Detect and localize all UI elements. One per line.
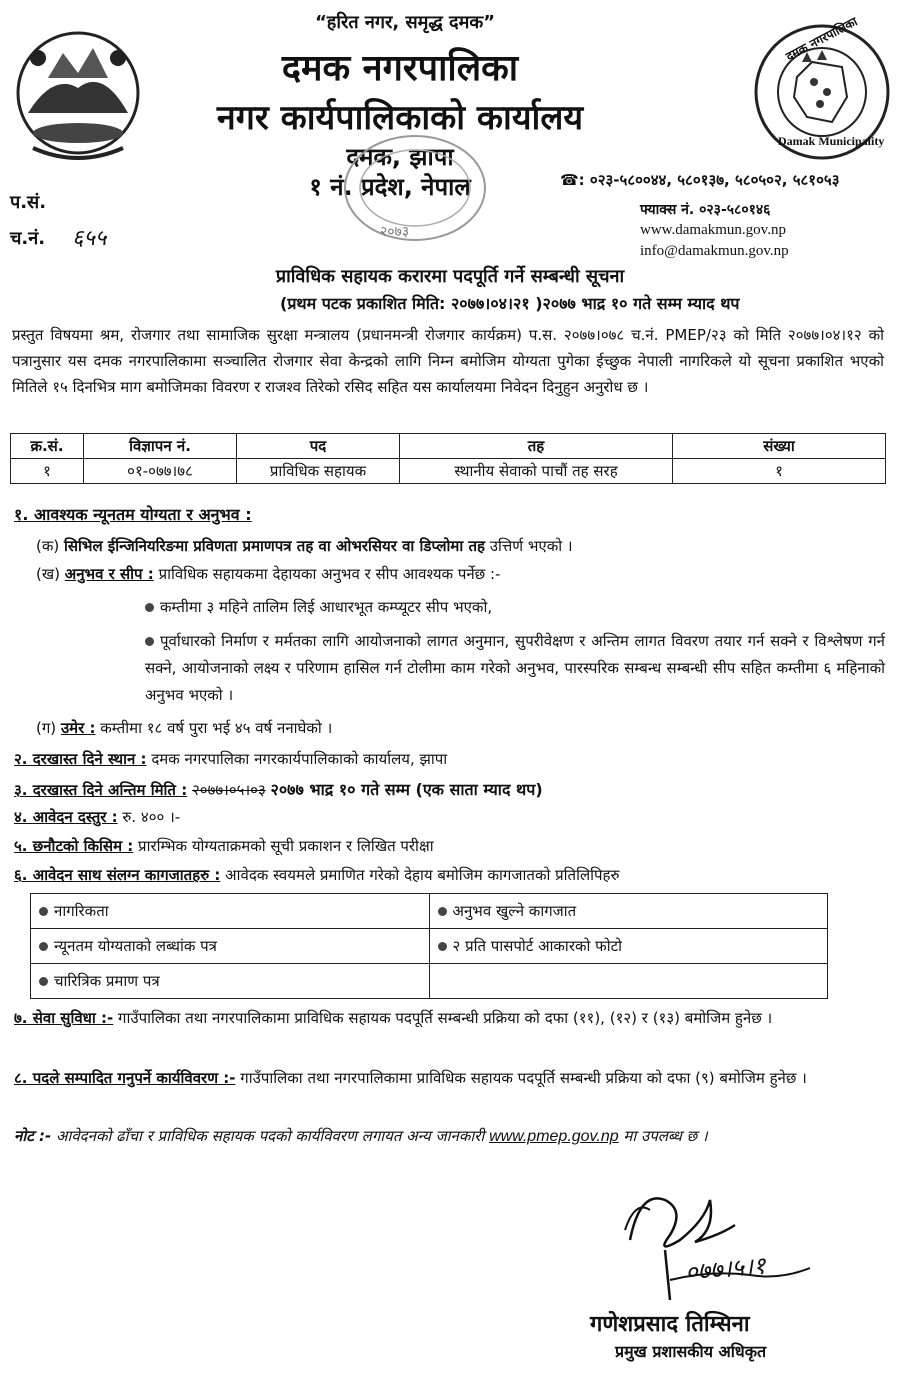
section-4 [14, 806, 884, 828]
table-cell: प्राविधिक सहायक [237, 459, 400, 484]
doc-label: २ प्रति पासपोर्ट आकारको फोटो [452, 937, 623, 955]
note-text: आवेदनको ढाँचा र प्राविधिक सहायक पदको कार्यविवरण लगायत अन्य जानकारी [56, 1127, 485, 1145]
kha-label: अनुभव र सीप : [64, 565, 154, 583]
table-row [31, 894, 828, 929]
dispatch-label: च.नं. [10, 228, 46, 249]
table-cell: १ [11, 459, 84, 484]
bullet-text: पूर्वाधारको निर्माण र मर्मतका लागि आयोजनाको लागत अनुमान, सुपरीवेक्षण र अन्तिम लागत विवरण तयार गर्न सक्ने र विश्लेषण गर्न सक्ने, आयोजनाको लक्ष्य र परिणाम हासिल गर्न टोलीमा काम गरेको अनुभव, पारस्परिक सम्बन्ध सम्बन्धी सीप सहित कम्तीमा ६ महिनाको अनुभव भएको । [145, 632, 885, 704]
bullet-text: कम्तीमा ३ महिने तालिम लिई आधारभूत कम्प्यूटर सीप भएको, [160, 598, 493, 616]
slogan: “हरित नगर, समृद्ध दमक” [314, 12, 496, 33]
kha-text: प्राविधिक सहायकमा देहायका अनुभव र सीप आवश्यक पर्नेछ :- [158, 565, 501, 583]
s7-text: गाउँपालिका तथा नगरपालिकामा प्राविधिक सहायक पदपूर्ति सम्बन्धी प्रक्रिया को दफा (११), (१२) र (१३) बमोजिम हुनेछ । [118, 1009, 773, 1027]
logo-text-bottom: Damak Municipality [778, 134, 885, 148]
s4-label: ४. आवेदन दस्तुर : [14, 808, 118, 826]
signatory-name: गणेशप्रसाद तिम्सिना [590, 1312, 750, 1337]
ga-prefix: (ग) [36, 719, 57, 737]
section-1-kha [36, 563, 886, 585]
section-6 [14, 864, 884, 886]
signature-date: ०७७।५।१ [683, 1251, 767, 1287]
table-cell [31, 964, 430, 999]
website: www.damakmun.gov.np [640, 222, 786, 238]
s5-label: ५. छनौटको किसिम : [14, 837, 134, 855]
bullet-icon [39, 907, 48, 916]
signatory-designation: प्रमुख प्रशासकीय अधिकृत [615, 1342, 767, 1361]
logo-text-top: दमक नगरपालिका [783, 14, 860, 64]
fax-number: फ्याक्स नं. ०२३-५८०१४६ [640, 202, 771, 218]
s6-text: आवेदक स्वयमले प्रमाणित गरेको देहाय बमोजिम कागजातको प्रतिलिपिहरु [225, 866, 620, 884]
table-row [31, 929, 828, 964]
s2-text: दमक नगरपालिका नगरकार्यपालिकाको कार्यालय, झापा [151, 750, 448, 768]
s2-label: २. दरखास्त दिने स्थान : [14, 750, 147, 768]
table-cell [429, 894, 828, 929]
kha-prefix: (ख) [36, 565, 60, 583]
table-row [11, 459, 886, 484]
note [14, 1123, 854, 1150]
ga-label: उमेर : [60, 719, 96, 737]
bullet-icon [438, 942, 447, 951]
doc-label: नागरिकता [54, 902, 109, 920]
ref-label: प.सं. [10, 192, 47, 213]
section-2 [14, 748, 884, 770]
section-5 [14, 835, 884, 857]
header-cell: विज्ञापन नं. [84, 434, 237, 459]
section-1-label: १. आवश्यक न्यूनतम योग्यता र अनुभव : [14, 505, 252, 524]
nepal-emblem [8, 18, 148, 168]
s5-text: प्रारम्भिक योग्यताक्रमको सूची प्रकाशन र लिखित परीक्षा [138, 837, 434, 855]
s7-label: ७. सेवा सुविधा :- [14, 1009, 114, 1027]
section-1-ga [36, 717, 886, 739]
office-name: नगर कार्यपालिकाको कार्यालय [216, 98, 584, 138]
office-stamp [340, 130, 490, 245]
s3-text: २०७७ भाद्र १० गते सम्म (एक साता म्याद थप) [270, 780, 543, 799]
notice-subtitle: (प्रथम पटक प्रकाशित मिति: २०७७।०४।२१ )२०७७ भाद्र १० गते सम्म म्याद थप [280, 294, 740, 313]
s6-label: ६. आवेदन साथ संलग्न कागजातहरु : [14, 866, 221, 884]
table-cell: ०१-०७७।७८ [84, 459, 237, 484]
bullet-item [145, 628, 885, 709]
section-8 [14, 1065, 854, 1092]
intro-paragraph: प्रस्तुत विषयमा श्रम, रोजगार तथा सामाजिक सुरक्षा मन्त्रालय (प्रधानमन्त्री रोजगार कार्यक्रम) प.स. २०७७।०७८ च.नं. PMEP/२३ को मिति २०७७।०४।१२ को पत्रानुसार यस दमक नगरपालिकामा सञ्चालित रोजगार सेवा केन्द्रको लागि निम्न बमोजिम योग्यता पुगेका ईच्छुक नेपाली नागरिकले यो सूचना प्रकाशित भएको मितिले १५ दिनभित्र माग बमोजिमका विवरण र राजश्व तिरेको रसिद सहित यस कार्यालयमा निवेदन दिनुहुन अनुरोध छ । [12, 326, 884, 396]
s8-text: गाउँपालिका तथा नगरपालिकामा प्राविधिक सहायक पदपूर्ति सम्बन्धी प्रक्रिया को दफा (९) बमोजिम हुनेछ । [240, 1069, 807, 1087]
header-cell: तह [400, 434, 673, 459]
note-link[interactable]: www.pmep.gov.np [489, 1128, 619, 1145]
header-cell: पद [237, 434, 400, 459]
bullet-icon [145, 603, 154, 612]
doc-label: अनुभव खुल्ने कागजात [452, 902, 577, 920]
post-table-header [11, 434, 886, 459]
table-cell [429, 929, 828, 964]
bullet-icon [145, 637, 154, 646]
ka-prefix: (क) [36, 537, 60, 555]
post-table [10, 433, 886, 484]
table-cell [31, 894, 430, 929]
bullet-icon [39, 977, 48, 986]
phone-numbers: ☎: ०२३-५८००४४, ५८०१३७, ५८०५०२, ५८१०५३ [560, 171, 840, 189]
section-7 [14, 1005, 854, 1032]
table-cell [31, 929, 430, 964]
note-end: मा उपलब्ध छ । [623, 1127, 708, 1145]
dispatch-number: ६५५ [72, 226, 107, 251]
location: दमक, झापा [346, 143, 454, 171]
province: १ नं. प्रदेश, नेपाल [309, 173, 471, 201]
bullet-icon [39, 942, 48, 951]
table-cell: १ [673, 459, 886, 484]
header-cell: क्र.सं. [11, 434, 84, 459]
municipality-logo [752, 14, 892, 162]
s3-struck: २०७७।०५।०३ [191, 781, 266, 799]
handwritten-signature [610, 1180, 840, 1320]
doc-label: चारित्रिक प्रमाण पत्र [54, 972, 160, 990]
s8-label: ८. पदले सम्पादित गनुपर्ने कार्यविवरण :- [14, 1069, 236, 1087]
s3-label: ३. दरखास्त दिने अन्तिम मिति : [14, 781, 188, 799]
s4-text: रु. ४०० ।- [122, 808, 181, 826]
ka-end: उत्तिर्ण भएको । [489, 537, 573, 555]
table-cell [429, 964, 828, 999]
notice-title: प्राविधिक सहायक करारमा पदपूर्ति गर्ने सम्बन्धी सूचना [275, 266, 625, 287]
documents-table [30, 893, 828, 999]
table-row [31, 964, 828, 999]
email: info@damakmun.gov.np [640, 243, 789, 259]
stamp-text: २०७३ [380, 224, 410, 240]
bullet-item [145, 596, 885, 618]
bullet-icon [438, 907, 447, 916]
ka-text: सिभिल ईन्जिनियरिङमा प्रविणता प्रमाणपत्र तह वा ओभरसियर वा डिप्लोमा तह [64, 537, 485, 555]
section-3 [14, 779, 884, 801]
section-1-ka [36, 535, 886, 557]
org-name: दमक नगरपालिका [281, 48, 519, 89]
table-cell: स्थानीय सेवाको पाचौं तह सरह [400, 459, 673, 484]
header-cell: संख्या [673, 434, 886, 459]
ga-text: कम्तीमा १८ वर्ष पुरा भई ४५ वर्ष ननाघेको । [100, 719, 333, 737]
doc-label: न्यूनतम योग्यताको लब्धांक पत्र [54, 937, 217, 955]
note-label: नोट :- [14, 1127, 52, 1145]
